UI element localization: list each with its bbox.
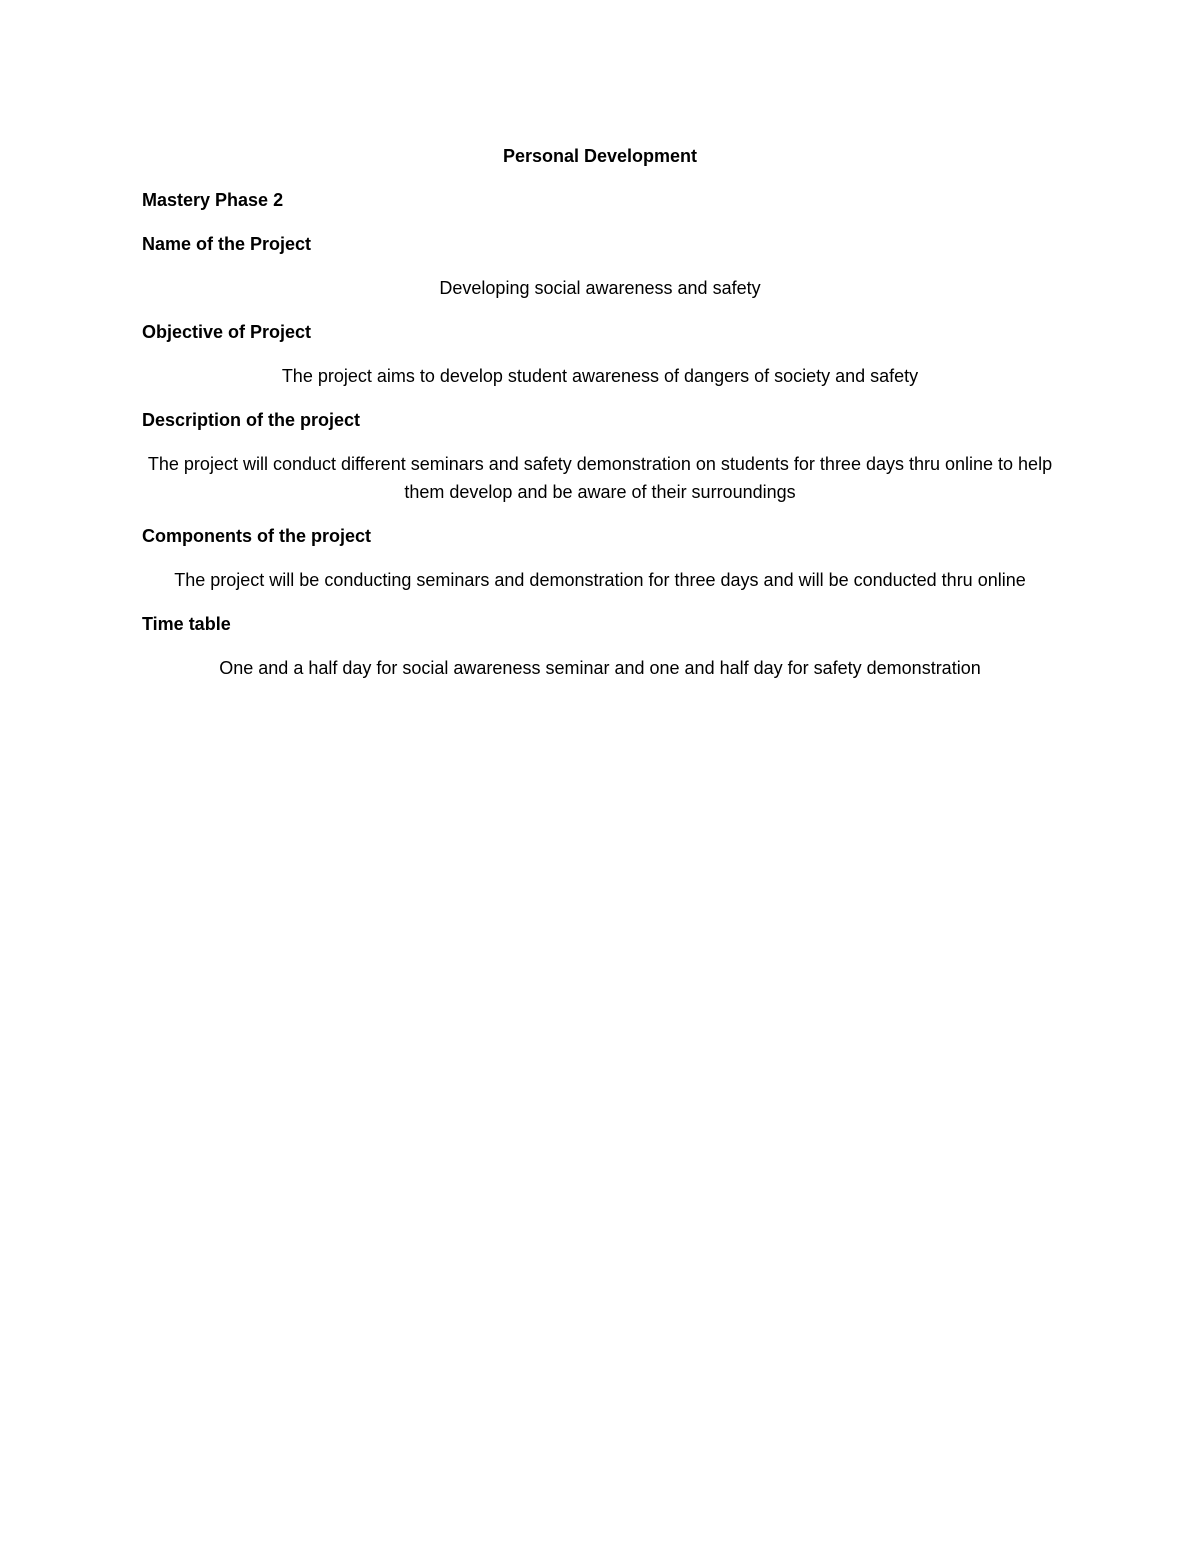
section-body-components: The project will be conducting seminars and demonstration for three days and will be conducted thru online <box>174 570 1026 590</box>
section-body-name: Developing social awareness and safety <box>439 278 761 298</box>
section-heading-time-table: Time table <box>142 614 231 634</box>
section-body-objective: The project aims to develop student awareness of dangers of society and safety <box>281 366 919 386</box>
section-heading-components: Components of the project <box>142 526 371 546</box>
section-heading-name: Name of the Project <box>142 234 312 254</box>
section-heading-description: Description of the project <box>142 410 361 430</box>
section-body-time-table: One and a half day for social awareness seminar and one and half day for safety demonstration <box>219 658 981 678</box>
document-content <box>142 142 1058 698</box>
document-subtitle: Mastery Phase 2 <box>142 190 284 210</box>
section-body-description: The project will conduct different seminars and safety demonstration on students for three days thru online to help them develop and be aware of their surroundings <box>147 454 1053 502</box>
section-heading-objective: Objective of Project <box>142 322 312 342</box>
document-title: Personal Development <box>502 146 698 166</box>
